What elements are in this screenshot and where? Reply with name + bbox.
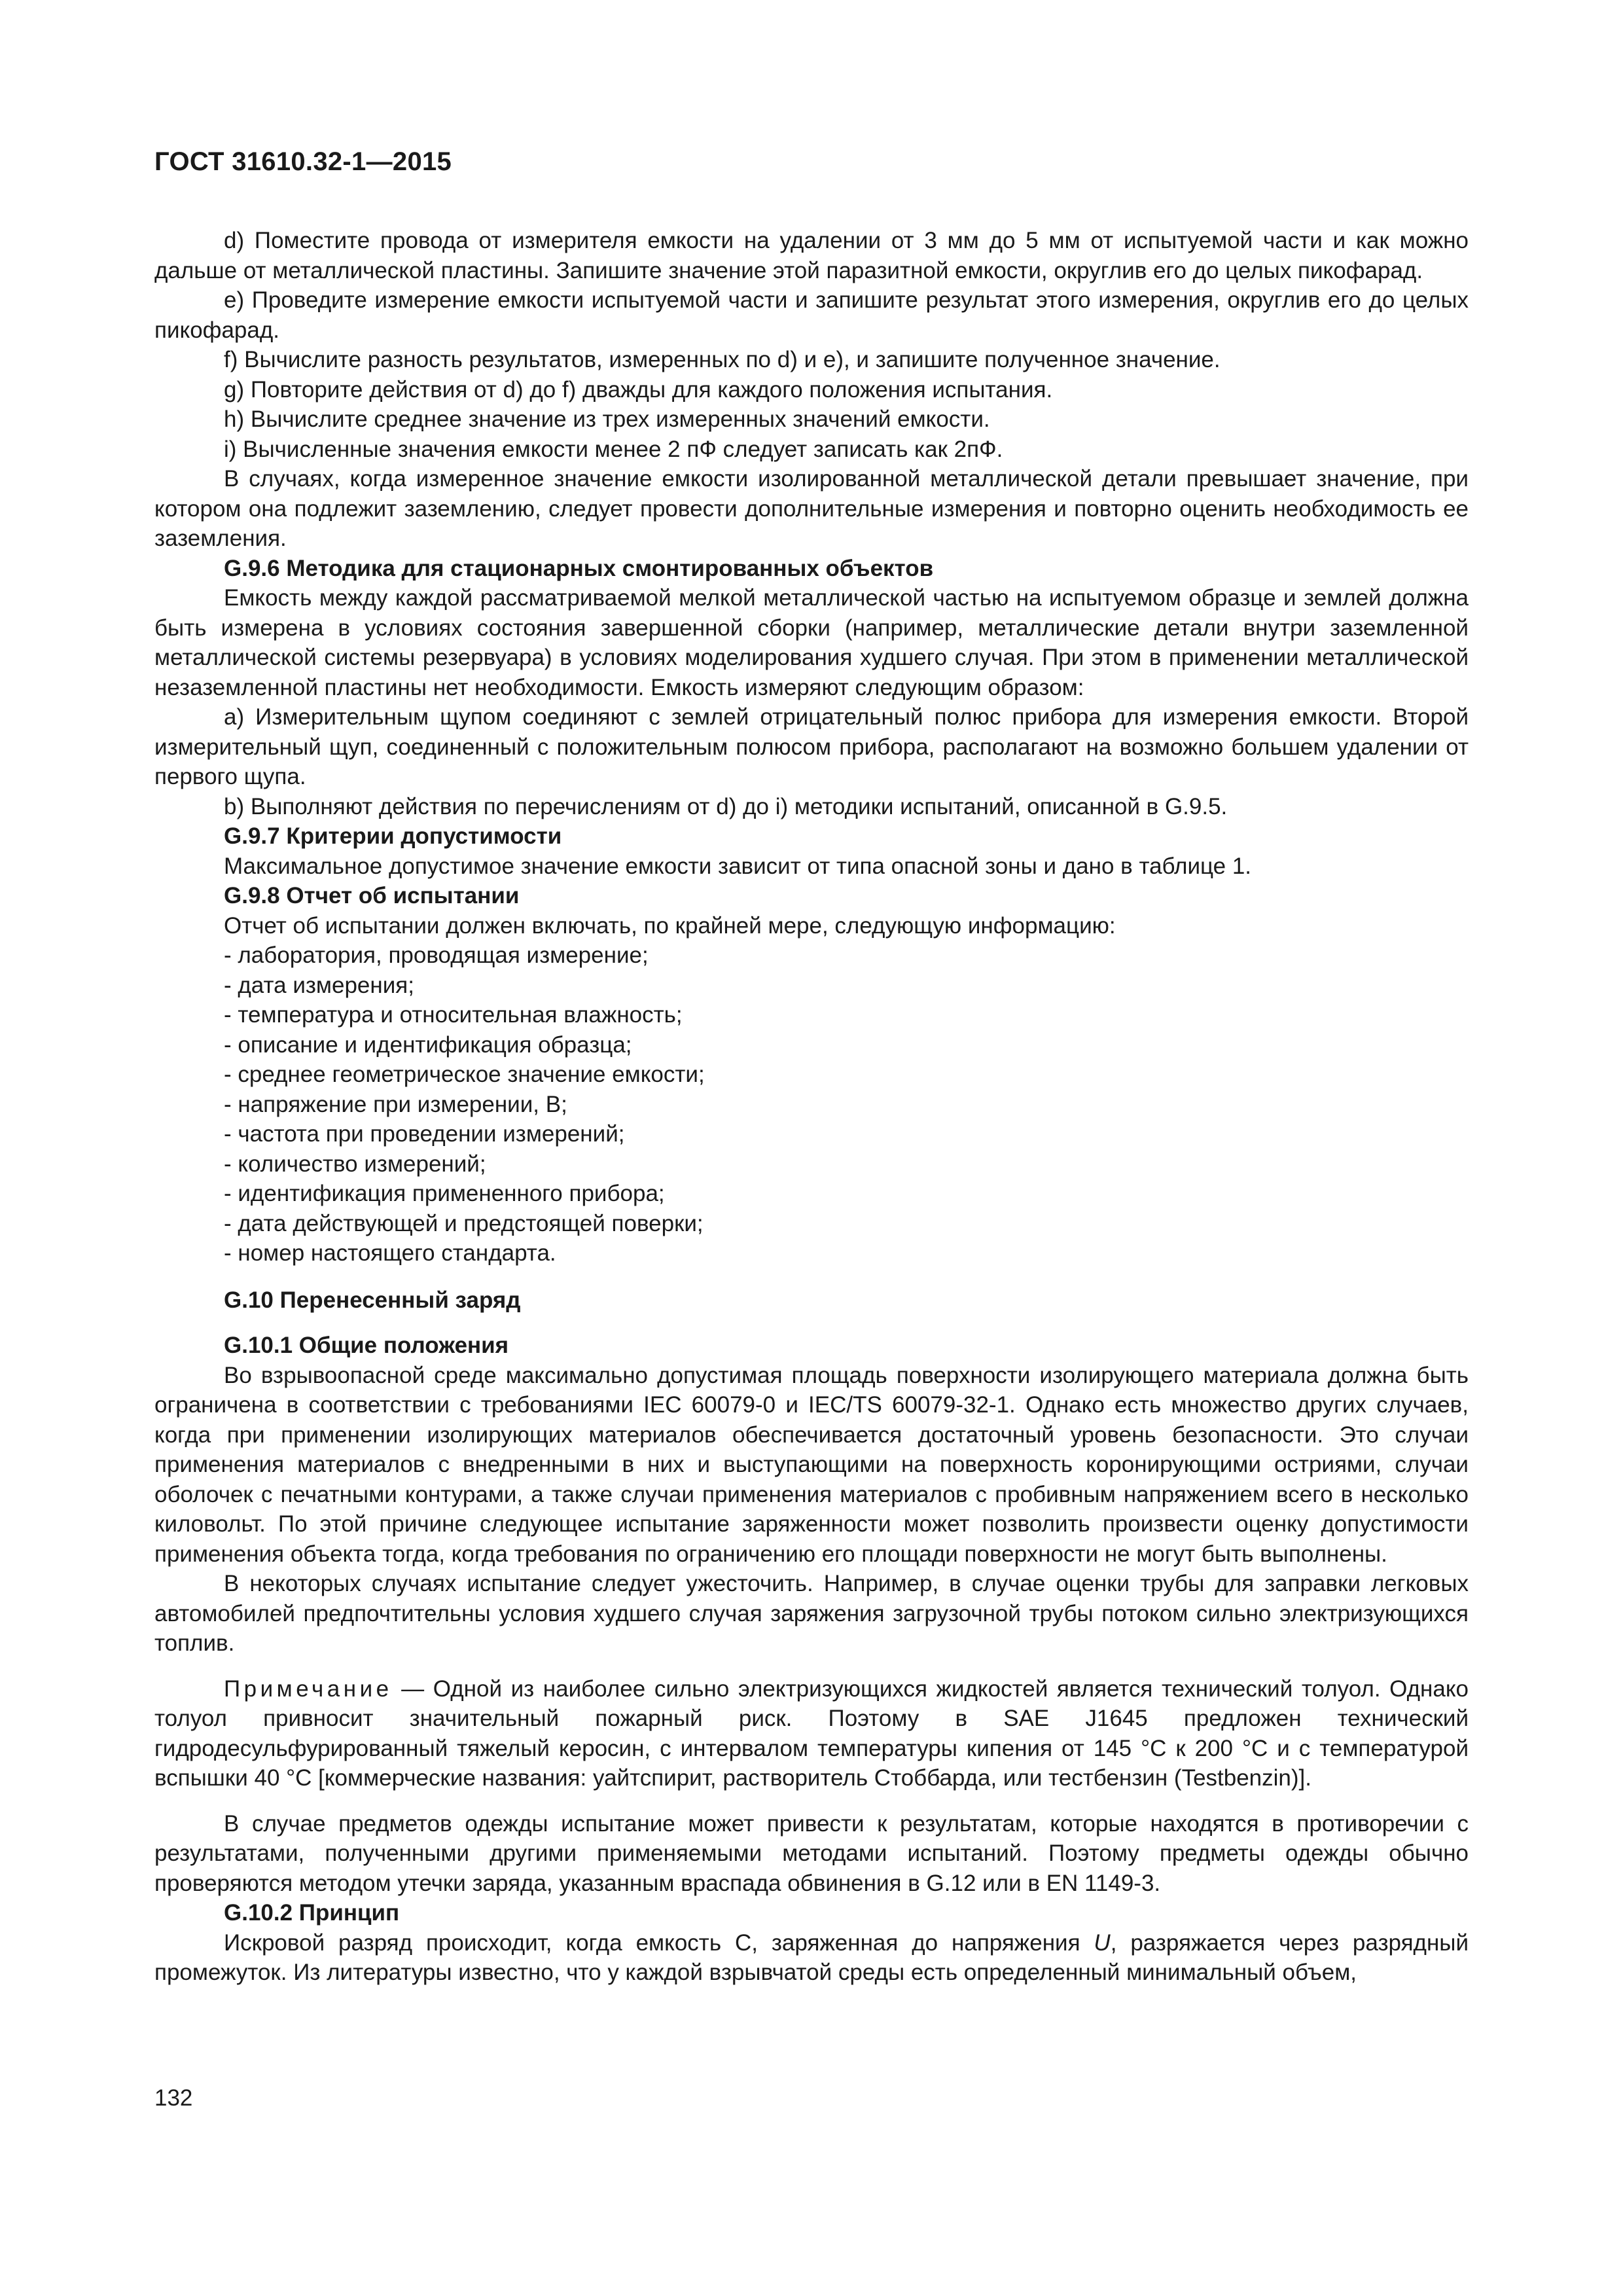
paragraph-g96-intro: Емкость между каждой рассматриваемой мелкой металлической частью на испытуемом образце и землей должна быть измерена в условиях состояния завершенной сборки (например, металлические детали внутри заземленной металлической системы резервуара) в условиях моделирования худшего случая. При этом в применении металлической незаземленной пластины нет необходимости. Емкость измеряют следующим образом: [154, 585, 1469, 700]
paragraph-step-f: f) Вычислите разность результатов, измеренных по d) и e), и запишите полученное значение. [224, 347, 1221, 372]
section-heading-g98: G.9.8 Отчет об испытании [224, 883, 520, 908]
note-text: — Одной из наиболее сильно электризующихся жидкостей является технический толуол. Однако толуол привносит значительный пожарный риск. Поэтому в SAE J1645 предложен технический гидродесульфурированный тяжелый керосин, с интервалом температуры кипения от 145 °С к 200 °С и с температурой вспышки 40 °С [коммерческие названия: уайтспирит, растворитель Стоббарда, или тестбензин (Testbenzin)]. [154, 1676, 1469, 1791]
paragraph-g101-3: В случае предметов одежды испытание может привести к результатам, которые находятся в противоречии с результатами, полученными другими применяемыми методами испытаний. Поэтому предметы одежды обычно проверяются методом утечки заряда, указанным враспада обвинения в G.12 или в EN 1149-3. [154, 1810, 1469, 1896]
list-item: - дата действующей и предстоящей поверки; [224, 1210, 704, 1236]
paragraph-step-d: d) Поместите провода от измерителя емкости на удалении от 3 мм до 5 мм от испытуемой части и как можно дальше от металлической пластины. Запишите значение этой паразитной емкости, округлив его до целых пикофарад. [154, 228, 1469, 283]
section-heading-g10: G.10 Перенесенный заряд [224, 1287, 521, 1313]
note-label: Примечание [224, 1676, 393, 1702]
list-item: - идентификация примененного прибора; [224, 1181, 665, 1206]
paragraph-step-i: i) Вычисленные значения емкости менее 2 пФ следует записать как 2пФ. [224, 436, 1003, 462]
paragraph-g102 [154, 1928, 1469, 1988]
paragraph-grounding-cases: В случаях, когда измеренное значение емкости изолированной металлической детали превышает значение, при котором она подлежит заземлению, следует провести дополнительные измерения и повторно оценить необходимость ее заземления. [154, 466, 1469, 551]
section-heading-g96: G.9.6 Методика для стационарных смонтированных объектов [224, 555, 934, 581]
list-item: - описание и идентификация образца; [224, 1031, 632, 1058]
paragraph-g102-start: Искровой разряд происходит, когда емкость С, заряженная до напряжения [224, 1929, 1094, 1956]
document-body [154, 226, 1469, 1988]
report-items-list [154, 941, 1469, 1268]
paragraph-g96-b: b) Выполняют действия по перечислениям от d) до i) методики испытаний, описанной в G.9.5. [224, 793, 1228, 819]
list-item: - номер настоящего стандарта. [224, 1240, 556, 1266]
list-item: - дата измерения; [224, 972, 414, 998]
list-item: - лаборатория, проводящая измерение; [224, 942, 649, 968]
document-header: ГОСТ 31610.32-1—2015 [154, 147, 452, 176]
paragraph-step-g: g) Повторите действия от d) до f) дважды для каждого положения испытания. [224, 376, 1053, 403]
page-number: 132 [154, 2085, 193, 2111]
list-item: - количество измерений; [224, 1151, 486, 1177]
paragraph-g97: Максимальное допустимое значение емкости зависит от типа опасной зоны и дано в таблице 1. [224, 853, 1252, 879]
list-item: - частота при проведении измерений; [224, 1121, 625, 1147]
list-item: - температура и относительная влажность; [224, 1002, 683, 1028]
paragraph-g96-a: a) Измерительным щупом соединяют с землей отрицательный полюс прибора для измерения емкости. Второй измерительный щуп, соединенный с положительным полюсом прибора, располагают на возможно большем удалении от первого щупа. [154, 704, 1469, 789]
paragraph-step-e: e) Проведите измерение емкости испытуемой части и запишите результат этого измерения, округлив его до целых пикофарад. [154, 287, 1469, 343]
list-item: - среднее геометрическое значение емкости; [224, 1062, 705, 1087]
list-item: - напряжение при измерении, В; [224, 1091, 567, 1117]
paragraph-g101-1: Во взрывоопасной среде максимально допустимая площадь поверхности изолирующего материала должна быть ограничена в соответствии с требованиями IEC 60079-0 и IEC/TS 60079-32-1. Однако есть множество других случаев, когда при применении изолирующих материалов обеспечивается достаточный уровень безопасности. Это случаи применения материалов с внедренными в них и выступающими на поверхность коронирующими остриями, случаи оболочек с печатными контурами, а также случаи применения материалов с пробивным напряжением всего в несколько киловольт. По этой причине следующее испытание заряженности может позволить произвести оценку допустимости применения объекта тогда, когда требования по ограничению его площади поверхности не могут быть выполнены. [154, 1362, 1469, 1567]
note-paragraph [154, 1674, 1469, 1793]
paragraph-g101-2: В некоторых случаях испытание следует ужесточить. Например, в случае оценки трубы для заправки легковых автомобилей предпочтительны условия худшего случая заряжения загрузочной трубы потоком сильно электризующихся топлив. [154, 1571, 1469, 1656]
paragraph-g98: Отчет об испытании должен включать, по крайней мере, следующую информацию: [224, 912, 1116, 939]
section-heading-g97: G.9.7 Критерии допустимости [224, 823, 562, 849]
voltage-symbol: U [1094, 1929, 1111, 1956]
paragraph-g102-end: , разряжается через разрядный промежуток. Из литературы известно, что у каждой взрывчатой среды есть определенный минимальный объем, [154, 1929, 1469, 1985]
section-heading-g102: G.10.2 Принцип [224, 1900, 400, 1926]
paragraph-step-h: h) Вычислите среднее значение из трех измеренных значений емкости. [224, 406, 990, 432]
section-heading-g101: G.10.1 Общие положения [224, 1333, 509, 1358]
